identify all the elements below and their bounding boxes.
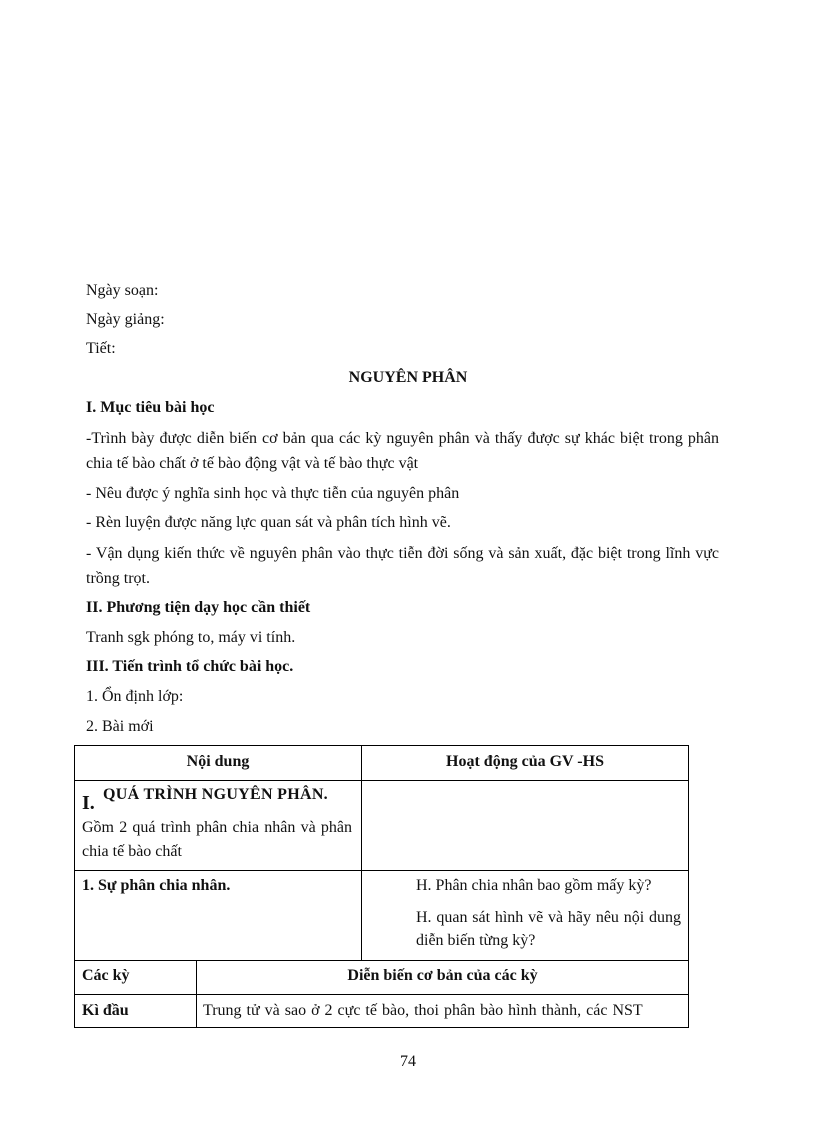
lesson-table: [74, 745, 689, 1028]
ngay-soan-label: Ngày soạn:: [86, 282, 159, 299]
section-roman-numeral: I.: [82, 792, 95, 814]
section-2-heading: II. Phương tiện dạy học cần thiết: [86, 599, 311, 616]
nucleus-division-text: 1. Sự phân chia nhân.: [82, 877, 231, 894]
row-divider: [75, 780, 688, 781]
step-1: 1. Ổn định lớp:: [86, 688, 184, 705]
col-header-activity: Hoạt động của GV -HS: [446, 753, 604, 770]
nucleus-division-label: [82, 877, 230, 895]
section-1-heading: I. Mục tiêu bài học: [86, 399, 215, 416]
process-description: Gồm 2 quá trình phân chia nhân và phân chia tế bào chất: [82, 819, 352, 860]
step-2: 2. Bài mới: [86, 718, 154, 735]
page-number: 74: [400, 1053, 416, 1070]
column-divider: [361, 746, 362, 960]
question-2: H. quan sát hình vẽ và hãy nêu nội dung diễn biến từng kỳ?: [416, 909, 681, 949]
objective-item-2: - Nêu được ý nghĩa sinh học và thực tiễn của nguyên phân: [86, 485, 460, 502]
section-3-heading: III. Tiến trình tổ chức bài học.: [86, 658, 294, 675]
col-header-content: Nội dung: [186, 753, 250, 770]
process-title: QUÁ TRÌNH NGUYÊN PHÂN.: [103, 786, 328, 803]
objective-item-4: - Vận dụng kiến thức về nguyên phân vào thực tiễn đời sống và sản xuất, đặc biệt trong lĩnh vực trồng trọt.: [86, 545, 719, 587]
row-divider: [75, 994, 688, 995]
section-2-text: Tranh sgk phóng to, máy vi tính.: [86, 629, 296, 646]
phase-description-header: Diễn biến cơ bản của các kỳ: [347, 967, 538, 984]
question-1: H. Phân chia nhân bao gồm mấy kỳ?: [416, 877, 652, 894]
tiet-label: Tiết:: [86, 340, 116, 357]
row-divider: [75, 960, 688, 961]
phase-name-prophase: Kì đầu: [82, 1002, 129, 1019]
row-divider: [75, 870, 688, 871]
ngay-giang-label: Ngày giảng:: [86, 311, 165, 328]
phase-text-prophase: Trung tử và sao ở 2 cực tế bào, thoi phân bào hình thành, các NST: [203, 1002, 643, 1019]
page-title: NGUYÊN PHÂN: [348, 369, 468, 386]
objective-item-1: -Trình bày được diễn biến cơ bản qua các kỳ nguyên phân và thấy được sự khác biệt trong phân chia tế bào chất ở tế bào động vật và tế bào thực vật: [86, 430, 719, 472]
phases-header: Các kỳ: [82, 967, 130, 984]
objective-item-3: - Rèn luyện được năng lực quan sát và phân tích hình vẽ.: [86, 514, 451, 531]
